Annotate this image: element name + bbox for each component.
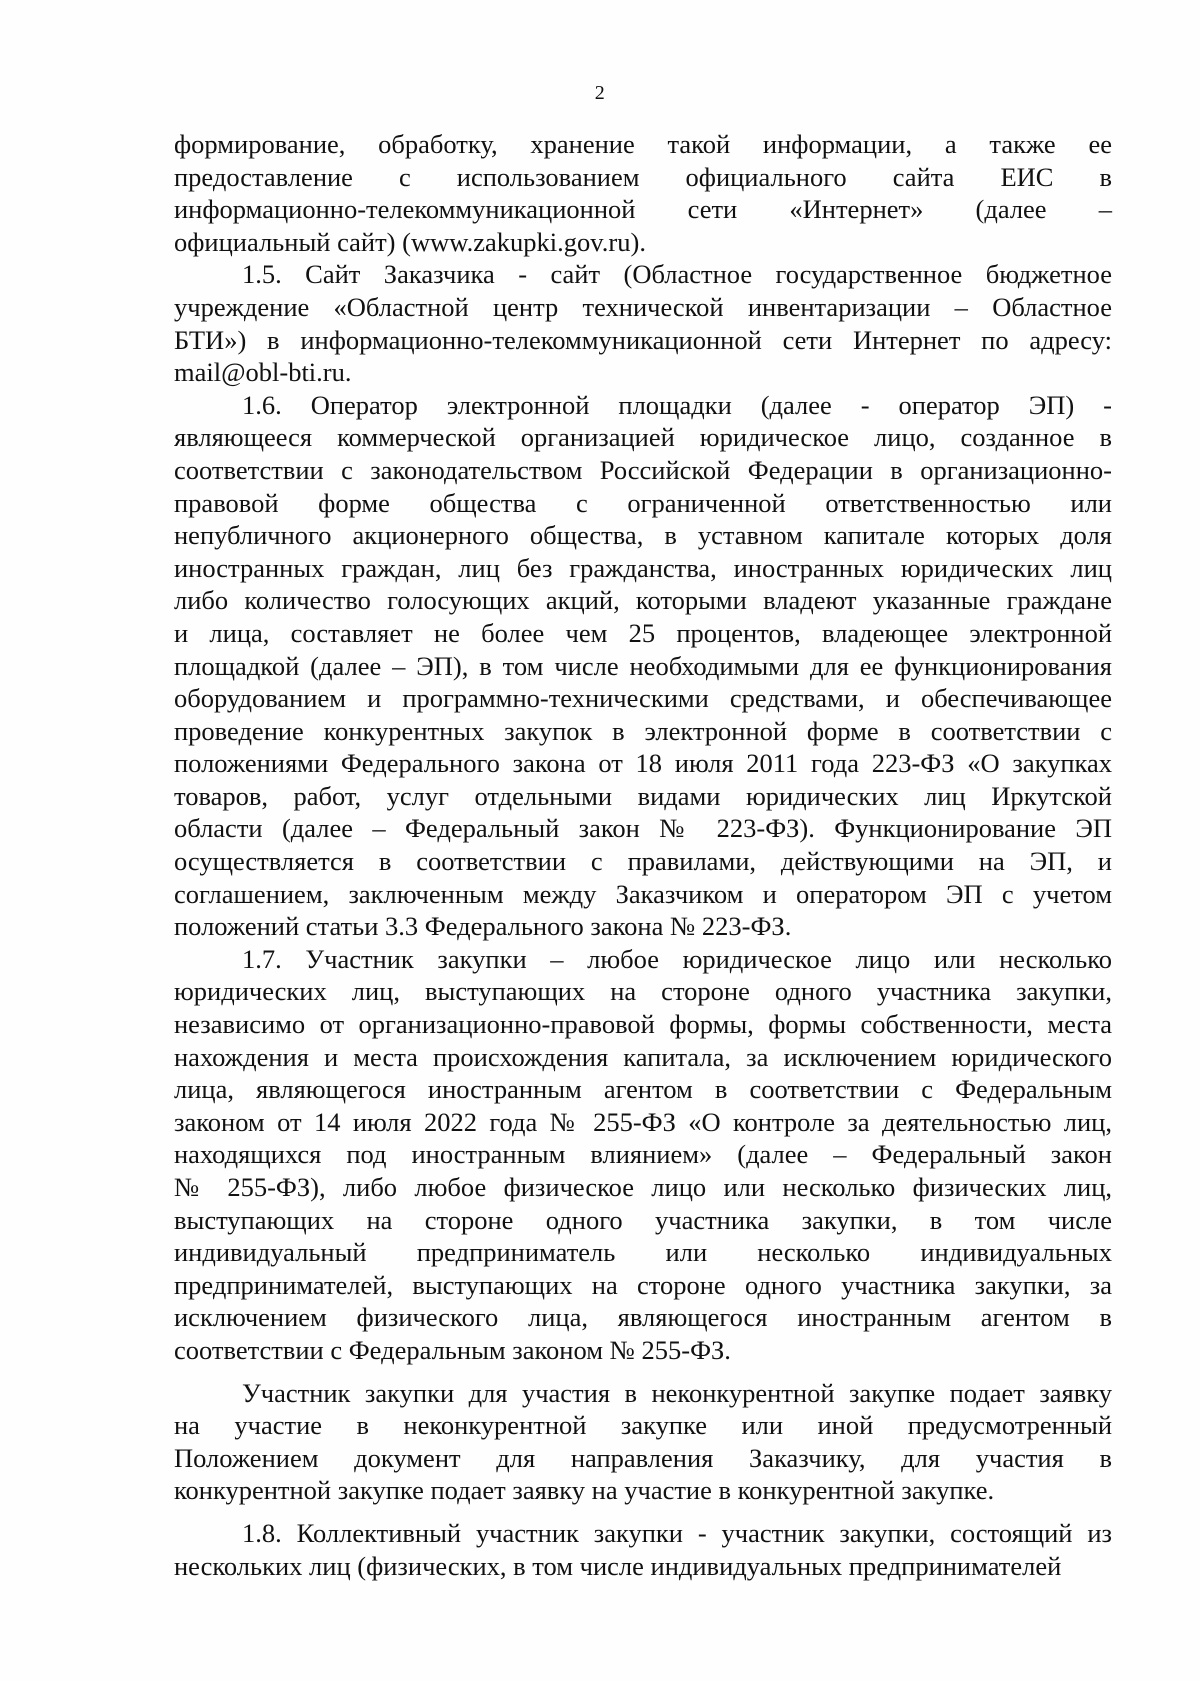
text-line: учреждение «Областной центр технической инвентаризации – Областное [174, 291, 1112, 322]
text-line: 1.6. Оператор электронной площадки (далее - оператор ЭП) - [242, 389, 1112, 420]
paragraph-continuation [174, 128, 1112, 258]
text-line: предпринимателей, выступающих на стороне одного участника закупки, за [174, 1269, 1112, 1300]
text-line: 1.7. Участник закупки – любое юридическое лицо или несколько [242, 943, 1112, 974]
paragraph-p-1-5 [174, 258, 1112, 388]
text-line: находящихся под иностранным влиянием» (далее – Федеральный закон [174, 1139, 1112, 1170]
text-line: Участник закупки для участия в неконкурентной закупке подает заявку [242, 1377, 1112, 1408]
text-line: формирование, обработку, хранение такой информации, а также ее [174, 129, 1112, 159]
text-line: площадкой (далее – ЭП), в том числе необходимыми для ее функционирования [174, 650, 1112, 681]
text-line: информационно-телекоммуникационной сети «Интернет» (далее – [174, 194, 1112, 225]
text-line: области (далее – Федеральный закон № 223-ФЗ). Функционирование ЭП [174, 813, 1112, 844]
text-line: иностранных граждан, лиц без гражданства, иностранных юридических лиц [174, 552, 1112, 583]
text-line: товаров, работ, услуг отдельными видами юридических лиц Иркутской [174, 780, 1112, 811]
text-line: 1.8. Коллективный участник закупки - участник закупки, состоящий из [242, 1517, 1112, 1548]
text-line: соответствии с Федеральным законом № 255-ФЗ. [174, 1334, 731, 1365]
paragraph-spacer [174, 1367, 1112, 1377]
paragraph-p-1-7 [174, 943, 1112, 1367]
page-number: 2 [594, 82, 606, 104]
text-line: независимо от организационно-правовой формы, формы собственности, места [174, 1009, 1112, 1040]
text-line: положений статьи 3.3 Федерального закона № 223-ФЗ. [174, 911, 792, 942]
text-line: mail@obl-bti.ru. [174, 357, 352, 388]
text-line: нескольких лиц (физических, в том числе индивидуальных предпринимателей [174, 1550, 1062, 1581]
text-line: официальный сайт) (www.zakupki.gov.ru). [174, 226, 646, 257]
paragraph-p-participant [174, 1377, 1112, 1507]
text-line: лица, являющегося иностранным агентом в соответствии с Федеральным [174, 1074, 1112, 1105]
paragraph-p-1-8 [174, 1517, 1112, 1582]
text-line: на участие в неконкурентной закупке или иной предусмотренный [174, 1410, 1112, 1441]
text-line: положениями Федерального закона от 18 июля 2011 года 223-ФЗ «О закупках [174, 748, 1112, 779]
text-line: и лица, составляет не более чем 25 процентов, владеющее электронной [174, 617, 1112, 648]
text-line: либо количество голосующих акций, которыми владеют указанные граждане [174, 585, 1112, 616]
paragraph-p-1-6 [174, 389, 1112, 943]
text-line: оборудованием и программно-техническими средствами, и обеспечивающее [174, 683, 1112, 714]
text-line: 1.5. Сайт Заказчика - сайт (Областное государственное бюджетное [242, 259, 1112, 290]
text-line: № 255-ФЗ), либо любое физическое лицо или несколько физических лиц, [174, 1172, 1112, 1202]
text-line: соответствии с законодательством Российской Федерации в организационно- [174, 454, 1112, 485]
text-line: соглашением, заключенным между Заказчиком и оператором ЭП с учетом [174, 878, 1112, 909]
text-line: проведение конкурентных закупок в электронной форме в соответствии с [174, 715, 1112, 746]
text-line: исключением физического лица, являющегося иностранным агентом в [174, 1302, 1112, 1333]
text-line: юридических лиц, выступающих на стороне одного участника закупки, [174, 976, 1112, 1007]
text-line: законом от 14 июля 2022 года № 255-ФЗ «О контроле за деятельностью лиц, [174, 1106, 1112, 1137]
text-line: нахождения и места происхождения капитала, за исключением юридического [174, 1041, 1112, 1072]
text-line: непубличного акционерного общества, в уставном капитале которых доля [174, 520, 1112, 551]
text-line: индивидуальный предприниматель или несколько индивидуальных [174, 1237, 1112, 1268]
paragraph-spacer [174, 1507, 1112, 1517]
text-line: являющееся коммерческой организацией юридическое лицо, созданное в [174, 422, 1112, 453]
text-line: выступающих на стороне одного участника закупки, в том числе [174, 1204, 1112, 1235]
text-line: правовой форме общества с ограниченной ответственностью или [174, 487, 1112, 518]
text-line: осуществляется в соответствии с правилами, действующими на ЭП, и [174, 846, 1112, 877]
text-line: Положением документ для направления Заказчику, для участия в [174, 1442, 1112, 1473]
text-line: конкурентной закупке подает заявку на участие в конкурентной закупке. [174, 1475, 995, 1506]
text-line: БТИ») в информационно-телекоммуникационной сети Интернет по адресу: [174, 324, 1112, 355]
text-line: предоставление с использованием официального сайта ЕИС в [174, 161, 1112, 192]
document-body [174, 128, 1112, 1582]
